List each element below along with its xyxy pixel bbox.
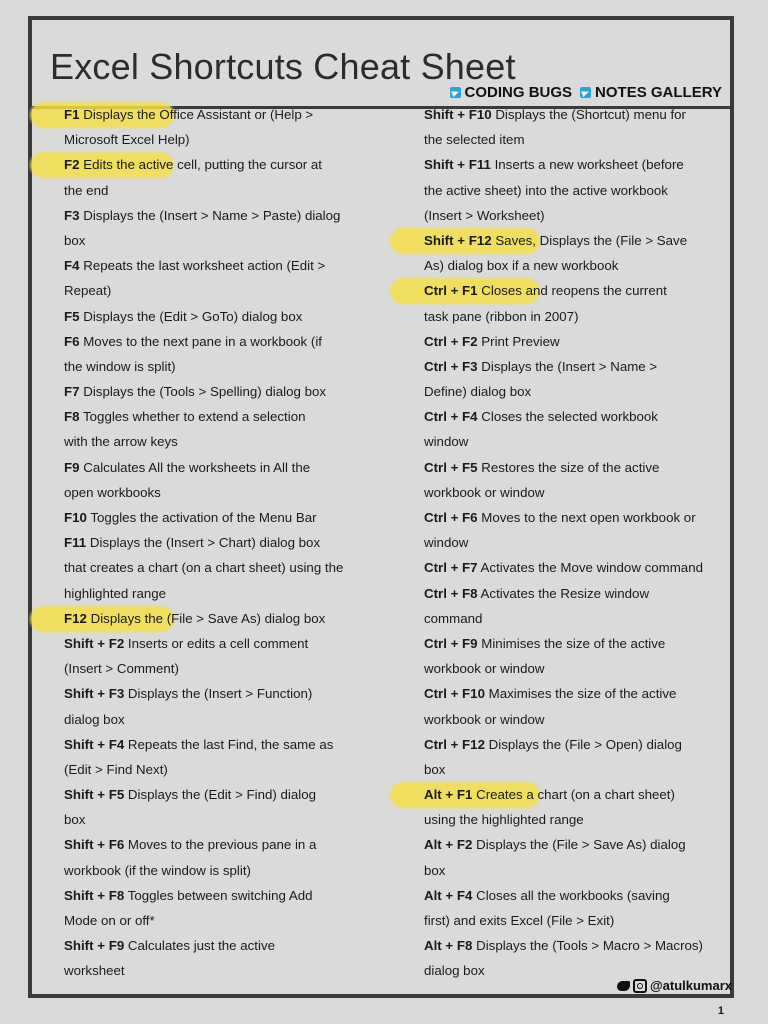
shortcut-description: box xyxy=(64,232,86,248)
shortcut-description: Displays the (Edit > Find) dialog xyxy=(127,787,317,803)
shortcut-description: that creates a chart (on a chart sheet) using the xyxy=(64,560,344,576)
shortcut-line xyxy=(424,555,704,580)
shortcut-key: Ctrl + F2 xyxy=(424,333,478,349)
shortcut-line xyxy=(424,858,704,883)
shortcut-key: F10 xyxy=(64,510,87,525)
shortcut-key: Shift + F11 xyxy=(424,157,491,173)
shortcut-description: task pane (ribbon in 2007) xyxy=(424,308,579,324)
shortcut-line xyxy=(424,228,704,253)
shortcut-key: F9 xyxy=(64,459,80,475)
shortcut-line xyxy=(424,782,704,807)
shortcut-line xyxy=(64,631,354,656)
shortcut-line xyxy=(424,807,704,832)
shortcut-line xyxy=(64,832,354,857)
shortcut-line xyxy=(64,379,354,404)
shortcut-description: Displays the (File > Save As) dialog xyxy=(476,837,686,853)
shortcut-line xyxy=(424,455,704,480)
left-column xyxy=(64,102,354,984)
shortcut-description: Closes all the workbooks (saving xyxy=(476,887,670,903)
shortcut-description: box xyxy=(424,862,446,878)
shortcut-line xyxy=(424,379,704,404)
shortcut-key: Alt + F1 xyxy=(424,787,473,803)
shortcut-description: the end xyxy=(64,182,109,198)
shortcut-description: Maximises the size of the active xyxy=(488,686,677,702)
shortcut-line xyxy=(64,127,354,152)
shortcut-description: worksheet xyxy=(64,963,125,979)
shortcut-entry xyxy=(424,732,704,782)
shortcut-key: Ctrl + F4 xyxy=(424,409,478,425)
shortcut-description: Repeats the last worksheet action (Edit > xyxy=(83,258,326,274)
shortcut-line xyxy=(64,656,354,681)
shortcut-entry xyxy=(64,329,354,379)
shortcut-line xyxy=(64,480,354,505)
shortcut-line xyxy=(424,883,704,908)
shortcut-key: F11 xyxy=(64,535,87,551)
shortcut-description: Saves, Displays the (File > Save xyxy=(495,232,688,248)
shortcut-description: Minimises the size of the active xyxy=(481,635,666,651)
shortcut-key: Shift + F3 xyxy=(64,686,125,702)
shortcut-key: Shift + F5 xyxy=(64,787,125,803)
shortcut-description: Toggles between switching Add xyxy=(127,887,313,903)
shortcut-description: Displays the (File > Save As) dialog box xyxy=(90,610,326,626)
shortcut-description: As) dialog box if a new workbook xyxy=(424,258,619,274)
shortcut-line xyxy=(64,606,354,631)
shortcut-description: Displays the (Insert > Chart) dialog box xyxy=(89,535,321,551)
shortcut-entry xyxy=(64,681,354,731)
shortcut-line xyxy=(64,253,354,278)
shortcut-entry xyxy=(64,505,354,530)
shortcut-line xyxy=(64,505,354,530)
shortcut-entry xyxy=(424,152,704,228)
shortcut-entry xyxy=(424,782,704,832)
instagram-icon xyxy=(633,979,647,993)
shortcut-entry xyxy=(424,883,704,933)
shortcut-description: Repeats the last Find, the same as xyxy=(127,736,334,752)
shortcut-description: Mode on or off* xyxy=(64,913,155,928)
shortcut-description: Displays the Office Assistant or (Help > xyxy=(83,107,314,122)
shortcut-line xyxy=(64,354,354,379)
shortcut-entry xyxy=(424,404,704,454)
shortcut-description: open workbooks xyxy=(64,484,161,500)
shortcut-entry xyxy=(424,278,704,328)
shortcut-entry xyxy=(424,455,704,505)
shortcut-key: F5 xyxy=(64,308,80,324)
shortcut-description: using the highlighted range xyxy=(424,812,584,828)
shortcut-key: Ctrl + F12 xyxy=(424,736,485,752)
shortcut-key: F8 xyxy=(64,409,80,425)
social-handle: @atulkumarx xyxy=(649,978,732,993)
shortcut-line xyxy=(64,203,354,228)
shortcut-description: the window is split) xyxy=(64,358,176,374)
shortcut-line xyxy=(64,429,354,454)
shortcut-entry xyxy=(64,883,354,933)
shortcut-entry xyxy=(64,253,354,303)
shortcut-description: (Edit > Find Next) xyxy=(64,761,168,777)
shortcut-line xyxy=(424,354,704,379)
shortcut-key: Shift + F9 xyxy=(64,938,125,954)
shortcut-description: workbook or window xyxy=(424,711,545,727)
shortcut-description: Creates a chart (on a chart sheet) xyxy=(476,787,675,803)
header xyxy=(32,20,730,109)
shortcut-description: Edits the active cell, putting the cursor at xyxy=(83,157,322,173)
shortcut-line xyxy=(424,329,704,354)
shortcut-line xyxy=(424,681,704,706)
shortcut-description: Displays the (Tools > Macro > Macros) xyxy=(476,938,703,954)
shortcut-description: window xyxy=(424,434,469,450)
shortcut-line xyxy=(424,732,704,757)
shortcut-description: Displays the (Tools > Spelling) dialog box xyxy=(83,384,327,400)
shortcut-line xyxy=(424,933,704,958)
shortcut-line xyxy=(424,152,704,177)
shortcut-line xyxy=(424,656,704,681)
shortcut-description: Define) dialog box xyxy=(424,384,532,400)
shortcut-line xyxy=(64,908,354,933)
shortcut-line xyxy=(424,278,704,303)
shortcut-entry xyxy=(424,228,704,278)
shortcut-line xyxy=(64,958,354,983)
shortcut-description: Displays the (Insert > Name > Paste) dialog xyxy=(83,207,341,223)
shortcut-line xyxy=(64,858,354,883)
shortcut-key: F12 xyxy=(64,610,87,626)
shortcut-description: highlighted range xyxy=(64,585,167,601)
shortcut-description: Activates the Move window command xyxy=(480,560,703,576)
shortcut-key: F2 xyxy=(64,157,80,173)
shortcut-entry xyxy=(64,782,354,832)
shortcut-line xyxy=(64,681,354,706)
shortcut-line xyxy=(64,555,354,580)
shortcut-line xyxy=(64,530,354,555)
shortcut-description: box xyxy=(64,812,86,828)
shortcut-description: Microsoft Excel Help) xyxy=(64,132,190,148)
shortcut-description: the selected item xyxy=(424,132,525,148)
shortcut-line xyxy=(424,530,704,555)
shortcut-line xyxy=(424,127,704,152)
shortcut-entry xyxy=(64,732,354,782)
telegram-icon xyxy=(450,87,461,98)
shortcut-key: F4 xyxy=(64,258,80,274)
shortcut-entry xyxy=(64,203,354,253)
shortcut-line xyxy=(64,732,354,757)
shortcut-line xyxy=(424,707,704,732)
shortcut-line xyxy=(424,757,704,782)
shortcut-entry xyxy=(424,329,704,354)
shortcut-description: Restores the size of the active xyxy=(481,459,660,475)
shortcut-key: Ctrl + F7 xyxy=(424,560,478,576)
shortcut-line xyxy=(64,883,354,908)
shortcut-line xyxy=(424,304,704,329)
shortcut-description: Moves to the next open workbook or xyxy=(481,510,696,525)
shortcut-line xyxy=(64,278,354,303)
shortcut-description: box xyxy=(424,761,446,777)
brand-line xyxy=(450,84,722,101)
shortcut-description: the active sheet) into the active workbook xyxy=(424,182,668,198)
shortcut-key: Shift + F12 xyxy=(424,232,492,248)
shortcut-description: Displays the (Shortcut) menu for xyxy=(495,107,686,122)
shortcut-description: Toggles the activation of the Menu Bar xyxy=(90,510,317,525)
shortcut-key: F1 xyxy=(64,107,80,122)
shortcut-entry xyxy=(424,832,704,882)
shortcut-entry xyxy=(64,102,354,152)
shortcut-description: Displays the (File > Open) dialog xyxy=(488,736,682,752)
shortcut-entry xyxy=(424,681,704,731)
page-number: 1 xyxy=(717,1005,724,1017)
shortcut-entry xyxy=(64,606,354,631)
shortcut-key: Ctrl + F8 xyxy=(424,585,478,601)
shortcut-key: F6 xyxy=(64,333,80,349)
shortcut-entry xyxy=(424,581,704,631)
shortcut-line xyxy=(64,707,354,732)
shortcut-line xyxy=(64,152,354,177)
shortcut-description: Inserts or edits a cell comment xyxy=(127,635,309,651)
shortcut-description: Closes the selected workbook xyxy=(481,409,658,425)
shortcut-description: with the arrow keys xyxy=(64,434,178,450)
shortcut-line xyxy=(424,908,704,933)
shortcut-key: Shift + F6 xyxy=(64,837,125,853)
shortcut-key: Shift + F8 xyxy=(64,887,125,903)
shortcut-line xyxy=(424,102,704,127)
telegram-icon xyxy=(580,87,591,98)
shortcut-entry xyxy=(64,455,354,505)
shortcut-description: workbook or window xyxy=(424,661,545,677)
shortcut-key: Ctrl + F9 xyxy=(424,635,478,651)
shortcut-line xyxy=(64,757,354,782)
shortcut-line xyxy=(424,480,704,505)
shortcut-key: Shift + F10 xyxy=(424,107,492,122)
shortcut-key: Ctrl + F1 xyxy=(424,283,478,299)
shortcut-description: Inserts a new worksheet (before xyxy=(494,157,684,173)
shortcut-line xyxy=(424,631,704,656)
shortcut-entry xyxy=(64,152,354,202)
shortcut-description: (Insert > Worksheet) xyxy=(424,207,545,223)
shortcut-line xyxy=(424,832,704,857)
twitter-icon xyxy=(617,981,630,991)
shortcut-description: Print Preview xyxy=(481,333,560,349)
shortcut-entry xyxy=(424,102,704,152)
shortcut-line xyxy=(424,505,704,530)
brand-coding-bugs: CODING BUGS xyxy=(464,84,573,101)
shortcut-key: Ctrl + F3 xyxy=(424,358,478,374)
shortcut-entry xyxy=(64,631,354,681)
shortcut-entry xyxy=(64,404,354,454)
shortcut-description: Moves to the previous pane in a xyxy=(127,837,317,853)
page-title: Excel Shortcuts Cheat Sheet xyxy=(50,46,516,87)
shortcut-line xyxy=(424,253,704,278)
shortcut-description: Displays the (Insert > Name > xyxy=(481,358,658,374)
shortcut-description: window xyxy=(424,535,469,551)
shortcut-line xyxy=(424,203,704,228)
shortcut-line xyxy=(64,228,354,253)
shortcut-description: command xyxy=(424,610,483,626)
shortcut-description: Toggles whether to extend a selection xyxy=(83,409,306,425)
shortcut-description: dialog box xyxy=(424,963,485,979)
shortcut-line xyxy=(424,606,704,631)
shortcut-line xyxy=(64,782,354,807)
shortcut-entry xyxy=(64,304,354,329)
shortcut-key: Alt + F8 xyxy=(424,938,473,954)
shortcut-description: Activates the Resize window xyxy=(480,585,650,601)
shortcut-key: Ctrl + F6 xyxy=(424,510,478,525)
shortcut-description: (Insert > Comment) xyxy=(64,661,179,677)
shortcut-line xyxy=(424,429,704,454)
shortcut-description: workbook or window xyxy=(424,484,545,500)
shortcut-entry xyxy=(64,933,354,983)
shortcut-line xyxy=(64,933,354,958)
shortcut-line xyxy=(64,807,354,832)
shortcut-key: Ctrl + F10 xyxy=(424,686,485,702)
shortcut-line xyxy=(424,178,704,203)
shortcut-line xyxy=(64,102,354,127)
shortcut-description: Repeat) xyxy=(64,283,112,299)
shortcut-line xyxy=(64,581,354,606)
shortcut-line xyxy=(64,304,354,329)
shortcut-key: Ctrl + F5 xyxy=(424,459,478,475)
shortcut-description: Calculates just the active xyxy=(127,938,275,954)
shortcut-key: Alt + F2 xyxy=(424,837,473,853)
shortcut-entry xyxy=(64,379,354,404)
brand-notes-gallery: NOTES GALLERY xyxy=(595,84,722,101)
shortcut-description: Moves to the next pane in a workbook (if xyxy=(83,333,322,349)
right-column xyxy=(424,102,704,984)
shortcut-line xyxy=(424,404,704,429)
shortcut-description: Closes and reopens the current xyxy=(481,283,667,299)
shortcut-entry xyxy=(424,555,704,580)
shortcut-entry xyxy=(64,832,354,882)
shortcut-entry xyxy=(64,530,354,606)
shortcut-key: Alt + F4 xyxy=(424,887,473,903)
shortcut-line xyxy=(64,404,354,429)
shortcut-entry xyxy=(424,631,704,681)
shortcut-entry xyxy=(424,505,704,555)
shortcut-description: Displays the (Insert > Function) xyxy=(127,686,313,702)
shortcut-description: workbook (if the window is split) xyxy=(64,862,251,878)
shortcut-description: dialog box xyxy=(64,711,125,727)
shortcut-description: Displays the (Edit > GoTo) dialog box xyxy=(83,308,303,324)
shortcut-line xyxy=(64,178,354,203)
shortcut-key: F3 xyxy=(64,207,80,223)
shortcut-entry xyxy=(424,354,704,404)
shortcut-line xyxy=(424,581,704,606)
shortcut-entry xyxy=(424,933,704,983)
shortcut-description: Calculates All the worksheets in All the xyxy=(83,459,311,475)
footer-handle xyxy=(617,978,732,993)
shortcut-description: first) and exits Excel (File > Exit) xyxy=(424,913,615,928)
shortcut-key: Shift + F4 xyxy=(64,736,125,752)
shortcut-line xyxy=(64,329,354,354)
shortcut-line xyxy=(64,455,354,480)
shortcut-key: Shift + F2 xyxy=(64,635,125,651)
shortcut-key: F7 xyxy=(64,384,80,400)
